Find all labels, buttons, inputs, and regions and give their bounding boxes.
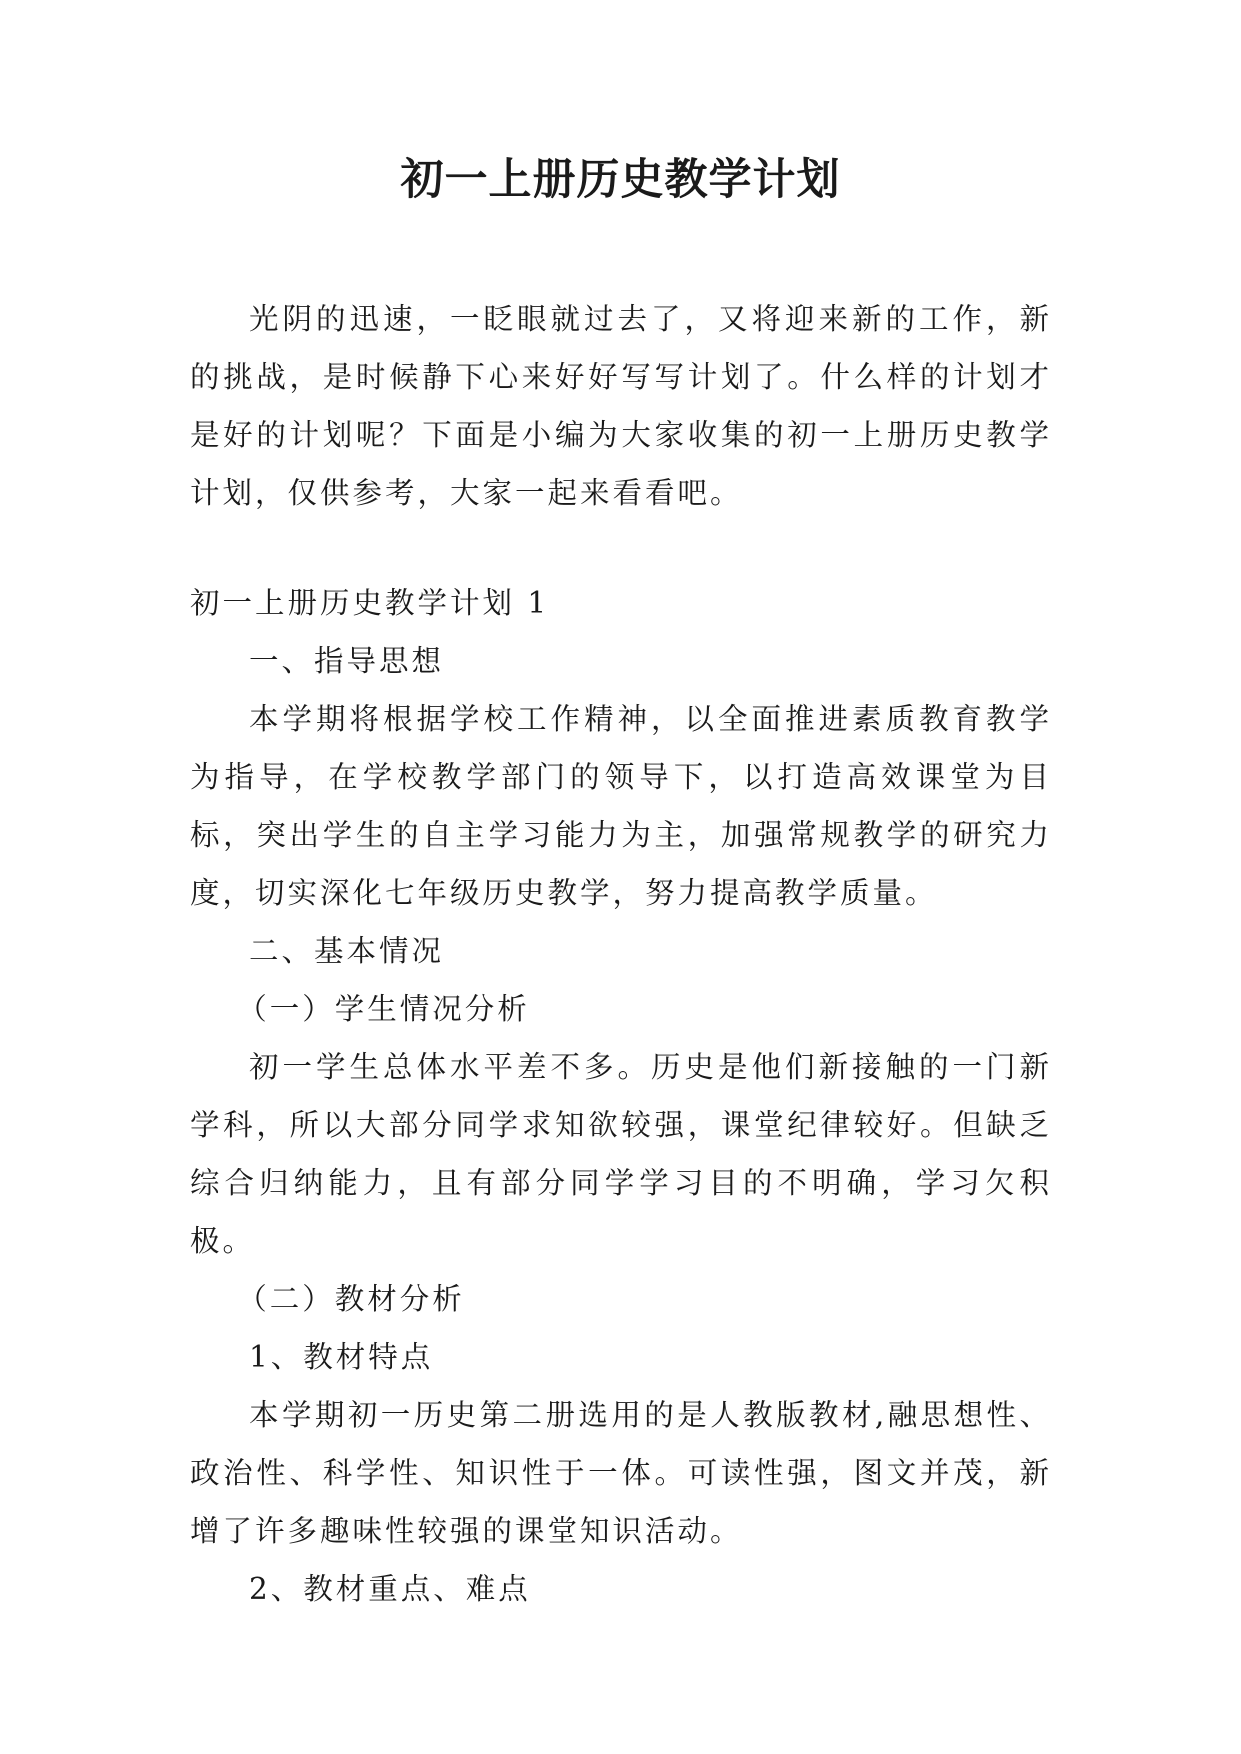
heading-basic-situation: 二、基本情况 xyxy=(249,934,445,968)
intro-paragraph: 光阴的迅速，一眨眼就过去了，又将迎来新的工作，新的挑战，是时候静下心来好好写写计划了。什么样的计划才是好的计划呢？下面是小编为大家收集的初一上册历史教学计划，仅供参考，大家一起来看看吧。 xyxy=(190,302,1052,510)
heading-guiding-ideology: 一、指导思想 xyxy=(249,644,445,678)
document-body xyxy=(190,290,1052,1618)
section-title: 初一上册历史教学计划 1 xyxy=(190,586,550,620)
subheading-textbook-analysis: （二）教材分析 xyxy=(237,1282,465,1316)
paragraph-student-analysis: 初一学生总体水平差不多。历史是他们新接触的一门新学科，所以大部分同学求知欲较强，课堂纪律较好。但缺乏综合归纳能力，且有部分同学学习目的不明确，学习欠积极。 xyxy=(190,1050,1052,1258)
subheading-student-analysis: （一）学生情况分析 xyxy=(237,992,530,1026)
document-title: 初一上册历史教学计划 xyxy=(400,155,841,205)
item-textbook-features: 1、教材特点 xyxy=(249,1340,434,1374)
paragraph-textbook-features: 本学期初一历史第二册选用的是人教版教材,融思想性、政治性、科学性、知识性于一体。可读性强，图文并茂，新增了许多趣味性较强的课堂知识活动。 xyxy=(190,1398,1052,1548)
paragraph-guiding-ideology: 本学期将根据学校工作精神，以全面推进素质教育教学为指导，在学校教学部门的领导下，以打造高效课堂为目标，突出学生的自主学习能力为主，加强常规教学的研究力度，切实深化七年级历史教学，努力提高教学质量。 xyxy=(190,702,1052,910)
item-key-points: 2、教材重点、难点 xyxy=(249,1572,531,1606)
